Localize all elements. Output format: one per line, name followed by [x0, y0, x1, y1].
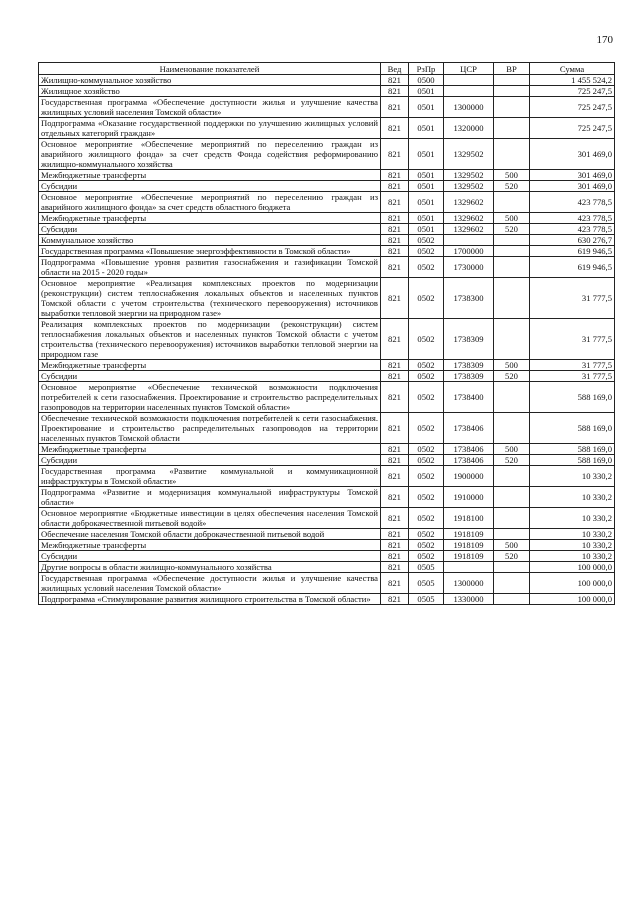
- row-vr: 500: [494, 540, 530, 551]
- header-ved: Вед: [381, 63, 409, 75]
- table-row: [39, 181, 615, 192]
- row-rzpr: 0502: [409, 455, 444, 466]
- row-vr: [494, 278, 530, 319]
- row-rzpr: 0501: [409, 139, 444, 170]
- row-rzpr: 0505: [409, 594, 444, 605]
- row-name: Субсидии: [39, 371, 381, 382]
- table-row: [39, 540, 615, 551]
- row-csr: 1329502: [444, 139, 494, 170]
- table-row: [39, 86, 615, 97]
- table-row: [39, 75, 615, 86]
- row-name: Государственная программа «Обеспечение доступности жилья и улучшение качества жилищных условий населения Томской области»: [39, 573, 381, 594]
- row-sum: 10 330,2: [530, 529, 615, 540]
- row-vr: [494, 319, 530, 360]
- table-row: [39, 529, 615, 540]
- row-rzpr: 0502: [409, 466, 444, 487]
- row-ved: 821: [381, 466, 409, 487]
- table-body: [39, 75, 615, 605]
- row-name: Субсидии: [39, 224, 381, 235]
- row-sum: 619 946,5: [530, 246, 615, 257]
- row-rzpr: 0505: [409, 562, 444, 573]
- row-name: Реализация комплексных проектов по модернизации (реконструкции) систем теплоснабжения локальных объектов и населенных пунктов Томской области с учетом строительства (технического перевооружения) источников выработки тепловой энергии на природном газе: [39, 319, 381, 360]
- row-sum: 588 169,0: [530, 382, 615, 413]
- row-name: Межбюджетные трансферты: [39, 170, 381, 181]
- row-sum: 10 330,2: [530, 540, 615, 551]
- row-ved: 821: [381, 181, 409, 192]
- row-csr: 1910000: [444, 487, 494, 508]
- row-name: Основное мероприятие «Реализация комплексных проектов по модернизации (реконструкции) систем теплоснабжения локальных объектов и населенных пунктов Томской области с учетом строительства (технического перевооружения) источников выработки тепловой энергии на природном газе»: [39, 278, 381, 319]
- page-number: 170: [596, 34, 613, 46]
- row-rzpr: 0502: [409, 246, 444, 257]
- row-name: Государственная программа «Обеспечение доступности жилья и улучшение качества жилищных условий населения Томской области»: [39, 97, 381, 118]
- row-vr: [494, 97, 530, 118]
- row-ved: 821: [381, 246, 409, 257]
- row-ved: 821: [381, 444, 409, 455]
- table-row: [39, 213, 615, 224]
- row-sum: 301 469,0: [530, 170, 615, 181]
- row-name: Межбюджетные трансферты: [39, 213, 381, 224]
- row-sum: 301 469,0: [530, 139, 615, 170]
- row-rzpr: 0502: [409, 235, 444, 246]
- row-ved: 821: [381, 562, 409, 573]
- budget-table: [38, 62, 615, 605]
- row-csr: 1329502: [444, 170, 494, 181]
- row-ved: 821: [381, 235, 409, 246]
- row-name: Подпрограмма «Стимулирование развития жилищного строительства в Томской области»: [39, 594, 381, 605]
- row-csr: 1300000: [444, 97, 494, 118]
- row-csr: 1918109: [444, 529, 494, 540]
- row-vr: 500: [494, 360, 530, 371]
- row-csr: [444, 75, 494, 86]
- row-csr: 1329602: [444, 224, 494, 235]
- header-vr: ВР: [494, 63, 530, 75]
- row-vr: [494, 573, 530, 594]
- row-sum: 31 777,5: [530, 360, 615, 371]
- row-sum: 301 469,0: [530, 181, 615, 192]
- row-csr: 1738300: [444, 278, 494, 319]
- table-row: [39, 551, 615, 562]
- row-vr: [494, 246, 530, 257]
- row-csr: [444, 86, 494, 97]
- table-row: [39, 170, 615, 181]
- row-rzpr: 0501: [409, 118, 444, 139]
- row-vr: [494, 235, 530, 246]
- row-vr: 500: [494, 213, 530, 224]
- row-ved: 821: [381, 192, 409, 213]
- row-ved: 821: [381, 360, 409, 371]
- row-rzpr: 0502: [409, 540, 444, 551]
- row-sum: 630 276,7: [530, 235, 615, 246]
- row-name: Обеспечение населения Томской области доброкачественной питьевой водой: [39, 529, 381, 540]
- row-sum: 423 778,5: [530, 192, 615, 213]
- row-vr: [494, 413, 530, 444]
- row-csr: [444, 235, 494, 246]
- row-ved: 821: [381, 371, 409, 382]
- row-vr: 500: [494, 170, 530, 181]
- row-rzpr: 0501: [409, 86, 444, 97]
- header-rzpr: РзПр: [409, 63, 444, 75]
- row-vr: [494, 529, 530, 540]
- row-vr: [494, 118, 530, 139]
- row-name: Государственная программа «Развитие коммунальной и коммуникационной инфраструктуры в Томской области»: [39, 466, 381, 487]
- row-csr: 1918100: [444, 508, 494, 529]
- row-csr: 1738309: [444, 319, 494, 360]
- row-vr: [494, 257, 530, 278]
- row-ved: 821: [381, 551, 409, 562]
- row-name: Подпрограмма «Развитие и модернизация коммунальной инфраструктуры Томской области»: [39, 487, 381, 508]
- row-rzpr: 0502: [409, 257, 444, 278]
- table-row: [39, 594, 615, 605]
- row-sum: 10 330,2: [530, 466, 615, 487]
- row-vr: [494, 508, 530, 529]
- row-ved: 821: [381, 540, 409, 551]
- row-name: Государственная программа «Повышение энергоэффективности в Томской области»: [39, 246, 381, 257]
- header-sum: Сумма: [530, 63, 615, 75]
- table-row: [39, 139, 615, 170]
- row-rzpr: 0502: [409, 319, 444, 360]
- table-row: [39, 466, 615, 487]
- row-name: Межбюджетные трансферты: [39, 540, 381, 551]
- row-sum: 31 777,5: [530, 319, 615, 360]
- table-row: [39, 224, 615, 235]
- table-row: [39, 371, 615, 382]
- row-ved: 821: [381, 86, 409, 97]
- row-sum: 725 247,5: [530, 86, 615, 97]
- row-sum: 31 777,5: [530, 278, 615, 319]
- row-ved: 821: [381, 455, 409, 466]
- row-sum: 725 247,5: [530, 97, 615, 118]
- row-rzpr: 0505: [409, 573, 444, 594]
- row-rzpr: 0502: [409, 413, 444, 444]
- table-row: [39, 97, 615, 118]
- row-ved: 821: [381, 529, 409, 540]
- row-name: Подпрограмма «Оказание государственной поддержки по улучшению жилищных условий отдельных категорий граждан»: [39, 118, 381, 139]
- row-name: Подпрограмма «Повышение уровня развития газоснабжения и газификации Томской области на 2015 - 2020 годы»: [39, 257, 381, 278]
- row-csr: 1918109: [444, 551, 494, 562]
- row-rzpr: 0502: [409, 382, 444, 413]
- row-csr: [444, 562, 494, 573]
- row-rzpr: 0501: [409, 170, 444, 181]
- row-csr: 1738309: [444, 371, 494, 382]
- row-rzpr: 0501: [409, 97, 444, 118]
- row-sum: 31 777,5: [530, 371, 615, 382]
- row-sum: 1 455 524,2: [530, 75, 615, 86]
- row-sum: 10 330,2: [530, 551, 615, 562]
- row-csr: 1738406: [444, 413, 494, 444]
- row-rzpr: 0502: [409, 487, 444, 508]
- table-row: [39, 413, 615, 444]
- table-row: [39, 319, 615, 360]
- table-row: [39, 278, 615, 319]
- row-vr: 520: [494, 181, 530, 192]
- row-rzpr: 0502: [409, 551, 444, 562]
- row-rzpr: 0502: [409, 371, 444, 382]
- row-ved: 821: [381, 75, 409, 86]
- row-rzpr: 0502: [409, 278, 444, 319]
- row-sum: 423 778,5: [530, 224, 615, 235]
- row-ved: 821: [381, 213, 409, 224]
- row-name: Основное мероприятие «Обеспечение мероприятий по переселению граждан из аварийного жилищного фонда» за счет средств Фонда содействия реформированию жилищно-коммунального хозяйства: [39, 139, 381, 170]
- row-rzpr: 0501: [409, 181, 444, 192]
- row-vr: [494, 86, 530, 97]
- row-csr: 1329502: [444, 181, 494, 192]
- table-row: [39, 562, 615, 573]
- row-name: Другие вопросы в области жилищно-коммунального хозяйства: [39, 562, 381, 573]
- row-ved: 821: [381, 257, 409, 278]
- row-vr: [494, 487, 530, 508]
- row-vr: [494, 139, 530, 170]
- row-sum: 10 330,2: [530, 508, 615, 529]
- row-rzpr: 0502: [409, 444, 444, 455]
- row-name: Обеспечение технической возможности подключения потребителей к сети газоснабжения. Проектирование и строительство распределительных газопроводов на территории населенных пунктов Томской области: [39, 413, 381, 444]
- row-sum: 100 000,0: [530, 594, 615, 605]
- table-row: [39, 118, 615, 139]
- row-sum: 588 169,0: [530, 444, 615, 455]
- row-sum: 423 778,5: [530, 213, 615, 224]
- row-vr: [494, 382, 530, 413]
- row-ved: 821: [381, 487, 409, 508]
- row-vr: [494, 466, 530, 487]
- row-vr: [494, 594, 530, 605]
- row-name: Межбюджетные трансферты: [39, 444, 381, 455]
- row-sum: 619 946,5: [530, 257, 615, 278]
- row-sum: 100 000,0: [530, 573, 615, 594]
- row-name: Основное мероприятие «Бюджетные инвестиции в целях обеспечения населения Томской области доброкачественной питьевой водой»: [39, 508, 381, 529]
- row-ved: 821: [381, 139, 409, 170]
- row-name: Коммунальное хозяйство: [39, 235, 381, 246]
- row-csr: 1700000: [444, 246, 494, 257]
- row-vr: [494, 562, 530, 573]
- row-ved: 821: [381, 97, 409, 118]
- row-ved: 821: [381, 170, 409, 181]
- row-name: Основное мероприятие «Обеспечение мероприятий по переселению граждан из аварийного жилищного фонда» за счет средств областного бюджета: [39, 192, 381, 213]
- row-name: Межбюджетные трансферты: [39, 360, 381, 371]
- row-vr: 520: [494, 455, 530, 466]
- row-vr: 520: [494, 551, 530, 562]
- row-sum: 588 169,0: [530, 413, 615, 444]
- row-ved: 821: [381, 224, 409, 235]
- row-rzpr: 0501: [409, 224, 444, 235]
- row-rzpr: 0501: [409, 192, 444, 213]
- table-row: [39, 257, 615, 278]
- row-csr: 1738406: [444, 455, 494, 466]
- table-row: [39, 508, 615, 529]
- row-vr: 520: [494, 224, 530, 235]
- row-ved: 821: [381, 278, 409, 319]
- row-sum: 10 330,2: [530, 487, 615, 508]
- row-sum: 588 169,0: [530, 455, 615, 466]
- row-ved: 821: [381, 319, 409, 360]
- row-ved: 821: [381, 508, 409, 529]
- row-name: Субсидии: [39, 181, 381, 192]
- row-name: Субсидии: [39, 455, 381, 466]
- row-sum: 725 247,5: [530, 118, 615, 139]
- table-row: [39, 382, 615, 413]
- row-name: Субсидии: [39, 551, 381, 562]
- row-vr: [494, 192, 530, 213]
- row-vr: 500: [494, 444, 530, 455]
- table-row: [39, 455, 615, 466]
- row-csr: 1329602: [444, 192, 494, 213]
- row-ved: 821: [381, 413, 409, 444]
- row-csr: 1330000: [444, 594, 494, 605]
- header-name: Наименование показателей: [39, 63, 381, 75]
- row-csr: 1329602: [444, 213, 494, 224]
- row-csr: 1738406: [444, 444, 494, 455]
- row-rzpr: 0502: [409, 508, 444, 529]
- row-rzpr: 0500: [409, 75, 444, 86]
- row-csr: 1900000: [444, 466, 494, 487]
- table-row: [39, 360, 615, 371]
- row-csr: 1320000: [444, 118, 494, 139]
- row-ved: 821: [381, 382, 409, 413]
- row-rzpr: 0502: [409, 360, 444, 371]
- table-row: [39, 444, 615, 455]
- row-name: Жилищно-коммунальное хозяйство: [39, 75, 381, 86]
- row-csr: 1300000: [444, 573, 494, 594]
- row-rzpr: 0502: [409, 529, 444, 540]
- row-ved: 821: [381, 594, 409, 605]
- row-name: Основное мероприятие «Обеспечение технической возможности подключения потребителей к сети газоснабжения. Проектирование и строительство распределительных газопроводов на территории населенных пунктов Томской области»: [39, 382, 381, 413]
- row-rzpr: 0501: [409, 213, 444, 224]
- row-name: Жилищное хозяйство: [39, 86, 381, 97]
- table-row: [39, 246, 615, 257]
- table-row: [39, 487, 615, 508]
- row-ved: 821: [381, 118, 409, 139]
- row-vr: [494, 75, 530, 86]
- row-csr: 1730000: [444, 257, 494, 278]
- table-row: [39, 192, 615, 213]
- row-csr: 1738400: [444, 382, 494, 413]
- row-ved: 821: [381, 573, 409, 594]
- table-row: [39, 235, 615, 246]
- row-csr: 1738309: [444, 360, 494, 371]
- header-csr: ЦСР: [444, 63, 494, 75]
- row-sum: 100 000,0: [530, 562, 615, 573]
- row-csr: 1918109: [444, 540, 494, 551]
- row-vr: 520: [494, 371, 530, 382]
- table-header-row: [39, 63, 615, 75]
- table-row: [39, 573, 615, 594]
